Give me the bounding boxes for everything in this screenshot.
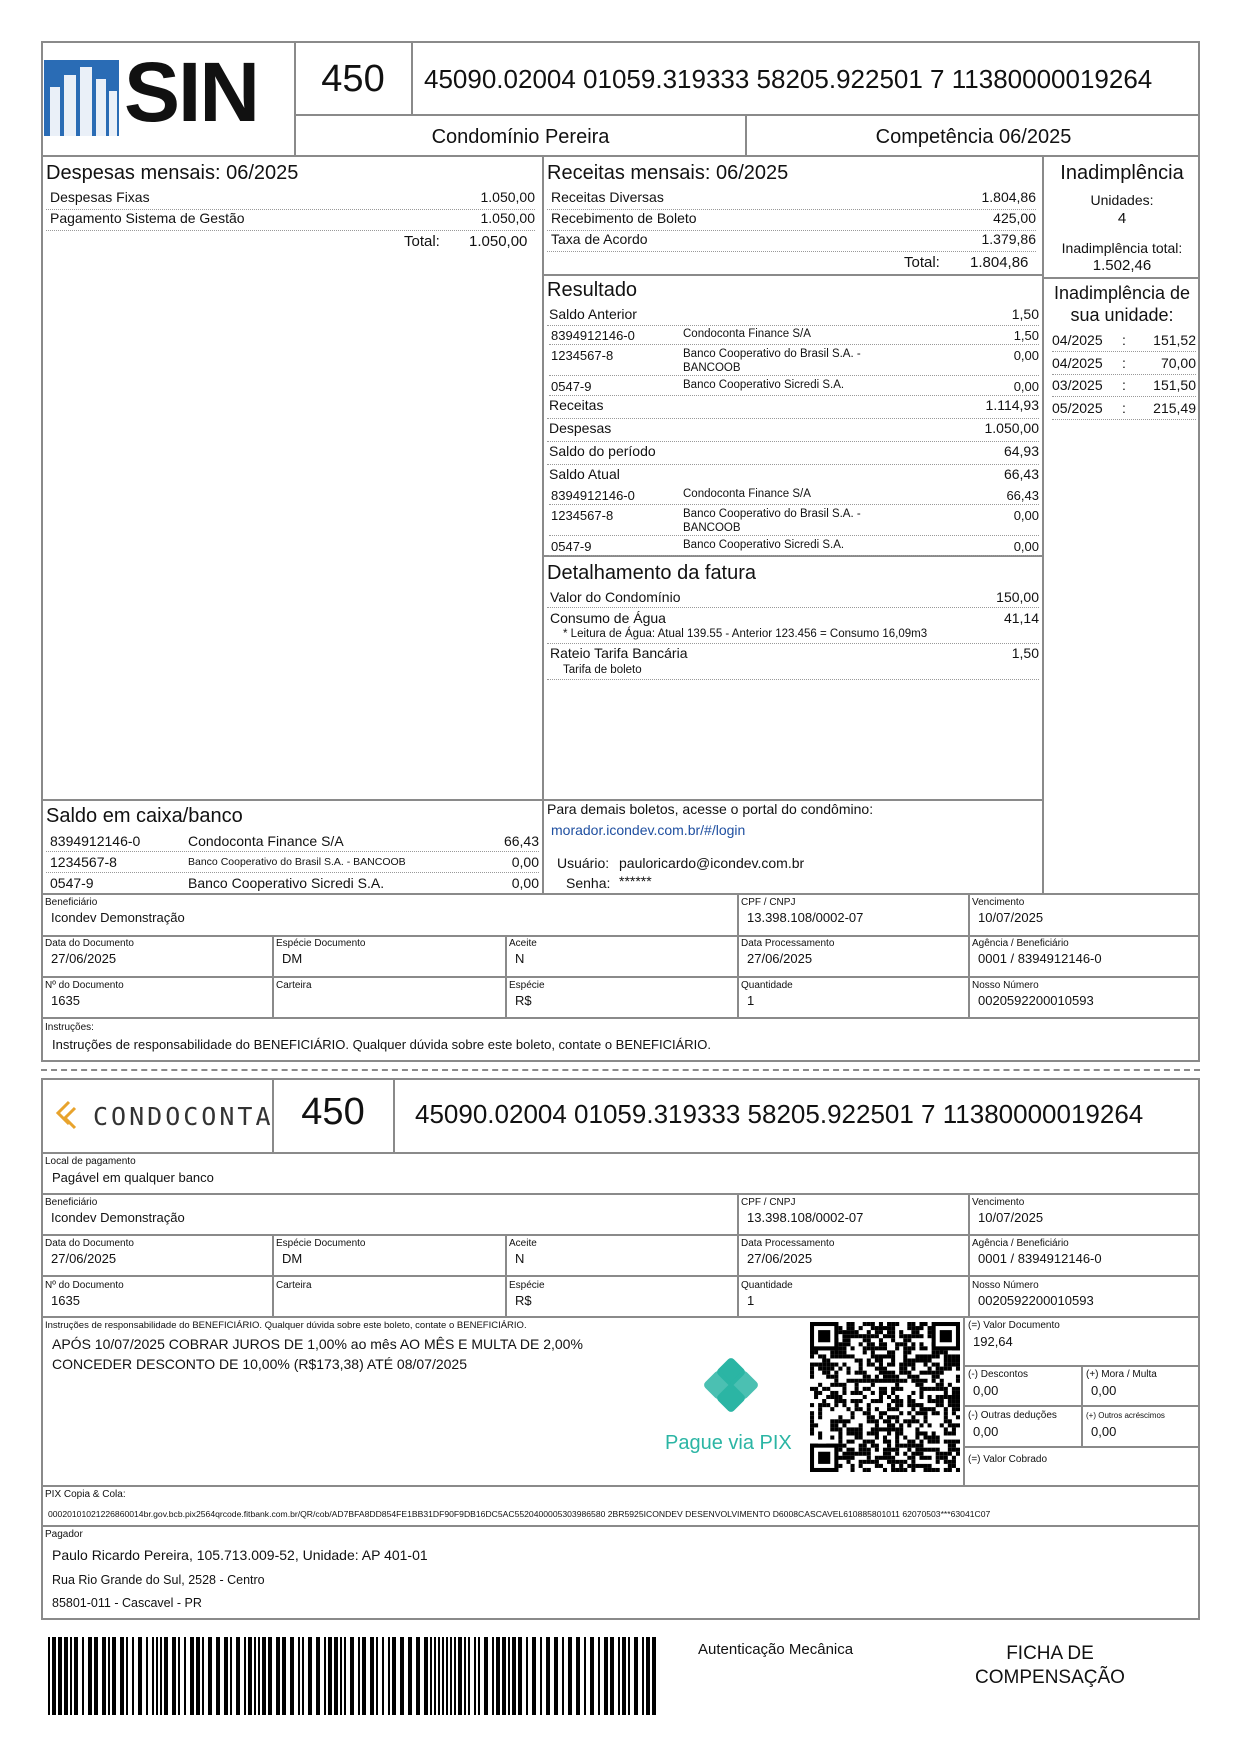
- outros-acrescimos-label: (+) Outros acréscimos: [1086, 1411, 1165, 1420]
- account-row: [549, 326, 1039, 345]
- fatura-item: Rateio Tarifa Bancária 1,50: [550, 645, 1039, 661]
- outras-deducoes-value: 0,00: [973, 1424, 999, 1439]
- quantidade-value: 1: [747, 992, 755, 1008]
- caixa-account-number: 0547-9: [50, 875, 94, 891]
- account-number: 0547-9: [551, 539, 592, 554]
- account-bank: [683, 507, 861, 535]
- aceite-label: Aceite: [509, 1238, 537, 1250]
- numero-documento-label: Nº do Documento: [45, 979, 124, 991]
- bank-code: 450: [321, 58, 385, 100]
- despesa-row: Pagamento Sistema de Gestão 1.050,00: [46, 210, 535, 231]
- saldo-atual-row: Saldo Atual 66,43: [549, 466, 1039, 482]
- user-label: Usuário:: [557, 855, 610, 871]
- inadimplencia-value: 215,49: [1153, 399, 1196, 416]
- account-value: 0,00: [1013, 348, 1039, 363]
- valor-cobrado-label: (=) Valor Cobrado: [968, 1454, 1048, 1465]
- aceite-value: N: [515, 951, 525, 967]
- pix-label: Pague via PIX: [665, 1432, 792, 1454]
- account-bank-line: Condoconta Finance S/A: [683, 488, 811, 500]
- fatura-item: Valor do Condomínio 150,00: [550, 589, 1039, 605]
- valor-doc-label: (=) Valor Documento: [968, 1320, 1060, 1331]
- ficha-instr-1: APÓS 10/07/2025 COBRAR JUROS DE 1,00% ao mês AO MÊS E MULTA DE 2,00%: [52, 1336, 583, 1352]
- inadimplencia-month: 04/2025: [1052, 354, 1103, 371]
- account-bank: [683, 487, 811, 501]
- aceite-value: N: [515, 1251, 525, 1267]
- ficha-instr-head: Instruções de responsabilidade do BENEFICIÁRIO. Qualquer dúvida sobre este boleto, contate o BENEFICIÁRIO.: [45, 1320, 527, 1331]
- account-number: 0547-9: [551, 379, 592, 394]
- nosso-numero-value: 0020592200010593: [978, 992, 1094, 1008]
- caixa-account-number: 8394912146-0: [50, 833, 141, 849]
- condoconta-logo: [55, 1100, 274, 1132]
- account-bank: [683, 538, 844, 552]
- inadimplencia-row: [1052, 330, 1196, 352]
- account-number: 1234567-8: [551, 508, 614, 523]
- especie-value: R$: [515, 1292, 532, 1308]
- inadimplencia-unidade-title: Inadimplência de sua unidade:: [1053, 283, 1191, 325]
- receitas-total: 1.804,86: [970, 254, 1029, 271]
- saldo-anterior-row: Saldo Anterior 1,50: [547, 306, 1039, 326]
- inadimplencia-value: 151,52: [1153, 332, 1196, 348]
- outros-acrescimos-value: 0,00: [1091, 1424, 1117, 1439]
- inadimplencia-colon: :: [1122, 332, 1126, 348]
- cpf-cnpj-label: CPF / CNPJ: [741, 897, 796, 908]
- account-bank: [683, 347, 861, 375]
- pix-copia-cola-label: PIX Copia & Cola:: [45, 1489, 126, 1500]
- caixa-row: [46, 853, 539, 873]
- ficha-compensacao-1: FICHA DE: [1006, 1643, 1094, 1664]
- numero-documento-value: 1635: [51, 992, 80, 1008]
- pagador-city: 85801-011 - Cascavel - PR: [52, 1596, 202, 1610]
- agencia-beneficiario-value: 0001 / 8394912146-0: [978, 1251, 1102, 1267]
- pagador-name: Paulo Ricardo Pereira, 105.713.009-52, Unidade: AP 401-01: [52, 1547, 428, 1563]
- local-value: Pagável em qualquer banco: [52, 1170, 214, 1185]
- account-value: 1,50: [1013, 328, 1039, 343]
- mora-value: 0,00: [1091, 1383, 1117, 1398]
- vencimento-label: Vencimento: [972, 897, 1025, 908]
- inadimplencia-month: 04/2025: [1052, 332, 1103, 348]
- unidades-value: 4: [1117, 210, 1127, 227]
- receita-row: Receitas Diversas 1.804,86: [547, 189, 1036, 210]
- portal-text: Para demais boletos, acesse o portal do condômino:: [547, 801, 874, 817]
- account-bank-line: Banco Cooperativo Sicredi S.A.: [683, 539, 845, 551]
- especie-documento-value: DM: [282, 951, 303, 967]
- account-value: 0,00: [1013, 539, 1039, 554]
- user-value: pauloricardo@icondev.com.br: [619, 855, 805, 871]
- inadimplencia-value: 151,50: [1153, 377, 1196, 393]
- especie-value: R$: [515, 992, 532, 1008]
- vencimento-value: 10/07/2025: [978, 1210, 1044, 1225]
- data-processamento-value: 27/06/2025: [747, 951, 813, 967]
- account-row: [549, 506, 1039, 536]
- inadimplencia-month: 03/2025: [1052, 377, 1103, 393]
- receita-row: Recebimento de Boleto 425,00: [547, 210, 1036, 231]
- caixa-row: [46, 832, 539, 852]
- condoconta-logo-icon: [55, 1100, 81, 1132]
- especie-label: Espécie: [509, 979, 545, 991]
- especie-label: Espécie: [509, 1279, 545, 1291]
- inadimplencia-total-label: Inadimplência total:: [1061, 240, 1183, 256]
- quantidade-label: Quantidade: [741, 979, 793, 991]
- inadimplencia-colon: :: [1122, 377, 1126, 393]
- mora-label: (+) Mora / Multa: [1086, 1369, 1157, 1380]
- data-documento-label: Data do Documento: [45, 1238, 134, 1250]
- local-label: Local de pagamento: [45, 1156, 136, 1167]
- inadimplencia-row: [1052, 353, 1196, 375]
- caixa-value: 0,00: [511, 875, 539, 891]
- despesa-row: Despesas Fixas 1.050,00: [46, 189, 535, 210]
- data-processamento-label: Data Processamento: [741, 1238, 835, 1250]
- carteira-label: Carteira: [276, 979, 312, 991]
- account-bank-line: Banco Cooperativo do Brasil S.A. -: [683, 348, 861, 360]
- account-row: [549, 377, 1039, 396]
- quantidade-value: 1: [747, 1292, 755, 1308]
- instrucoes-label: Instruções:: [45, 1022, 94, 1033]
- account-value: 0,00: [1013, 508, 1039, 523]
- account-row: [549, 537, 1039, 556]
- inadimplencia-colon: :: [1122, 354, 1126, 371]
- account-bank-line: Condoconta Finance S/A: [683, 328, 811, 340]
- beneficiario-value: Icondev Demonstração: [51, 1210, 185, 1225]
- despesas-title: Despesas mensais: 06/2025: [46, 162, 299, 184]
- caixa-value: 66,43: [503, 833, 539, 849]
- account-bank-line: BANCOOB: [683, 522, 741, 534]
- data-documento-value: 27/06/2025: [51, 951, 117, 967]
- despesas-row: Despesas 1.050,00: [547, 420, 1039, 442]
- aceite-label: Aceite: [509, 938, 537, 950]
- account-number: 8394912146-0: [551, 328, 635, 343]
- beneficiario-label: Beneficiário: [45, 897, 98, 908]
- caixa-bank: Condoconta Finance S/A: [188, 833, 344, 849]
- account-row: [549, 486, 1039, 505]
- caixa-value: 0,00: [511, 854, 539, 870]
- inadimplencia-row: [1052, 398, 1196, 420]
- despesas-total-label: Total:: [404, 233, 440, 250]
- inadimplencia-month: 05/2025: [1052, 399, 1103, 416]
- competencia: Competência 06/2025: [875, 126, 1072, 148]
- despesas-total: 1.050,00: [469, 233, 528, 250]
- fatura-item: Consumo de Água 41,14: [550, 610, 1039, 626]
- ficha-bank-code: 450: [301, 1091, 365, 1133]
- account-bank-line: BANCOOB: [683, 362, 741, 374]
- descontos-label: (-) Descontos: [968, 1369, 1029, 1380]
- especie-documento-label: Espécie Documento: [276, 1238, 366, 1250]
- unidades-label: Unidades:: [1090, 192, 1154, 208]
- ficha-instr-2: CONCEDER DESCONTO DE 10,00% (R$173,38) ATÉ 08/07/2025: [52, 1356, 467, 1372]
- receitas-title: Receitas mensais: 06/2025: [547, 162, 789, 184]
- pix-qr-code[interactable]: [810, 1322, 960, 1472]
- account-bank-line: Banco Cooperativo Sicredi S.A.: [683, 379, 845, 391]
- nosso-numero-value: 0020592200010593: [978, 1292, 1094, 1308]
- account-bank-line: Banco Cooperativo do Brasil S.A. -: [683, 508, 861, 520]
- pagador-label: Pagador: [45, 1529, 83, 1540]
- numero-documento-value: 1635: [51, 1292, 80, 1308]
- password-value: ******: [619, 873, 652, 889]
- vencimento-value: 10/07/2025: [978, 910, 1044, 925]
- quantidade-label: Quantidade: [741, 1279, 793, 1291]
- account-bank: [683, 327, 811, 341]
- ficha-digitable-line: 45090.02004 01059.319333 58205.922501 7 11380000019264: [415, 1099, 1144, 1129]
- data-processamento-value: 27/06/2025: [747, 1251, 813, 1267]
- resultado-title: Resultado: [547, 279, 638, 301]
- caixa-row: [46, 874, 539, 894]
- inadimplencia-colon: :: [1122, 399, 1126, 416]
- account-value: 66,43: [1006, 488, 1039, 503]
- inadimplencia-title: Inadimplência: [1060, 162, 1184, 184]
- nosso-numero-label: Nosso Número: [972, 979, 1039, 991]
- caixa-account-number: 1234567-8: [50, 854, 117, 870]
- account-row: [549, 346, 1039, 376]
- outras-deducoes-label: (-) Outras deduções: [968, 1410, 1057, 1421]
- data-processamento-label: Data Processamento: [741, 938, 835, 950]
- pix-copia-cola-code[interactable]: 00020101021226860014br.gov.bcb.pix2564qrcode.fitbank.com.br/QR/cob/AD7BFA8DD854FE1BB31DF90F9DB16DC5AC5520400005303986580 2BR5925ICONDEV DESENVOLVIMENTO D6008CASCAVEL610885801011 62070503***63041C07: [48, 1509, 991, 1519]
- cpf-cnpj-label: CPF / CNPJ: [741, 1197, 796, 1208]
- saldo-caixa-title: Saldo em caixa/banco: [46, 805, 243, 827]
- inadimplencia-row: [1052, 375, 1196, 397]
- sin-logo-text: SIN: [124, 45, 259, 139]
- account-number: 1234567-8: [551, 348, 614, 363]
- fatura-note: * Leitura de Água: Atual 139.55 - Anterior 123.456 = Consumo 16,09m3: [563, 628, 928, 640]
- ficha-compensacao-2: COMPENSAÇÃO: [975, 1667, 1125, 1688]
- digitable-line: 45090.02004 01059.319333 58205.922501 7 11380000019264: [424, 64, 1153, 94]
- agencia-beneficiario-value: 0001 / 8394912146-0: [978, 951, 1102, 967]
- caixa-bank: Banco Cooperativo Sicredi S.A.: [188, 875, 385, 891]
- inadimplencia-total: 1.502,46: [1092, 257, 1152, 274]
- instrucoes-text: Instruções de responsabilidade do BENEFICIÁRIO. Qualquer dúvida sobre este boleto, contate o BENEFICIÁRIO.: [52, 1037, 712, 1052]
- password-label: Senha:: [566, 875, 611, 891]
- pix-icon: [703, 1357, 759, 1413]
- account-bank: [683, 378, 844, 392]
- carteira-label: Carteira: [276, 1279, 312, 1291]
- autenticacao-label: Autenticação Mecânica: [698, 1641, 854, 1658]
- condo-name: Condomínio Pereira: [431, 126, 610, 148]
- barcode: [48, 1637, 660, 1715]
- data-documento-value: 27/06/2025: [51, 1251, 117, 1267]
- nosso-numero-label: Nosso Número: [972, 1279, 1039, 1291]
- descontos-value: 0,00: [973, 1383, 999, 1398]
- portal-link[interactable]: morador.icondev.com.br/#/login: [551, 822, 746, 838]
- agencia-beneficiario-label: Agência / Beneficiário: [972, 1238, 1069, 1250]
- vencimento-label: Vencimento: [972, 1197, 1025, 1208]
- numero-documento-label: Nº do Documento: [45, 1279, 124, 1291]
- caixa-bank: Banco Cooperativo do Brasil S.A. - BANCOOB: [188, 856, 406, 868]
- agencia-beneficiario-label: Agência / Beneficiário: [972, 938, 1069, 950]
- receita-row: Taxa de Acordo 1.379,86: [547, 231, 1036, 252]
- receitas-row: Receitas 1.114,93: [547, 397, 1039, 419]
- beneficiario-value: Icondev Demonstração: [51, 910, 185, 925]
- especie-documento-value: DM: [282, 1251, 303, 1267]
- fatura-note: Tarifa de boleto: [563, 664, 642, 676]
- pagador-address: Rua Rio Grande do Sul, 2528 - Centro: [52, 1573, 265, 1587]
- data-documento-label: Data do Documento: [45, 938, 134, 950]
- account-number: 8394912146-0: [551, 488, 635, 503]
- cut-line: [41, 1069, 1200, 1071]
- sin-logo: [44, 45, 292, 139]
- account-value: 0,00: [1013, 379, 1039, 394]
- fatura-title: Detalhamento da fatura: [547, 562, 757, 584]
- condoconta-logo-text: CONDOCONTA: [93, 1102, 274, 1131]
- especie-documento-label: Espécie Documento: [276, 938, 366, 950]
- beneficiario-label: Beneficiário: [45, 1197, 98, 1208]
- saldo-periodo-row: Saldo do período 64,93: [547, 443, 1039, 465]
- cpf-cnpj-value: 13.398.108/0002-07: [747, 910, 864, 925]
- receitas-total-label: Total:: [904, 254, 940, 271]
- inadimplencia-value: 70,00: [1160, 354, 1196, 371]
- valor-doc-value: 192,64: [973, 1334, 1013, 1349]
- cpf-cnpj-value: 13.398.108/0002-07: [747, 1210, 864, 1225]
